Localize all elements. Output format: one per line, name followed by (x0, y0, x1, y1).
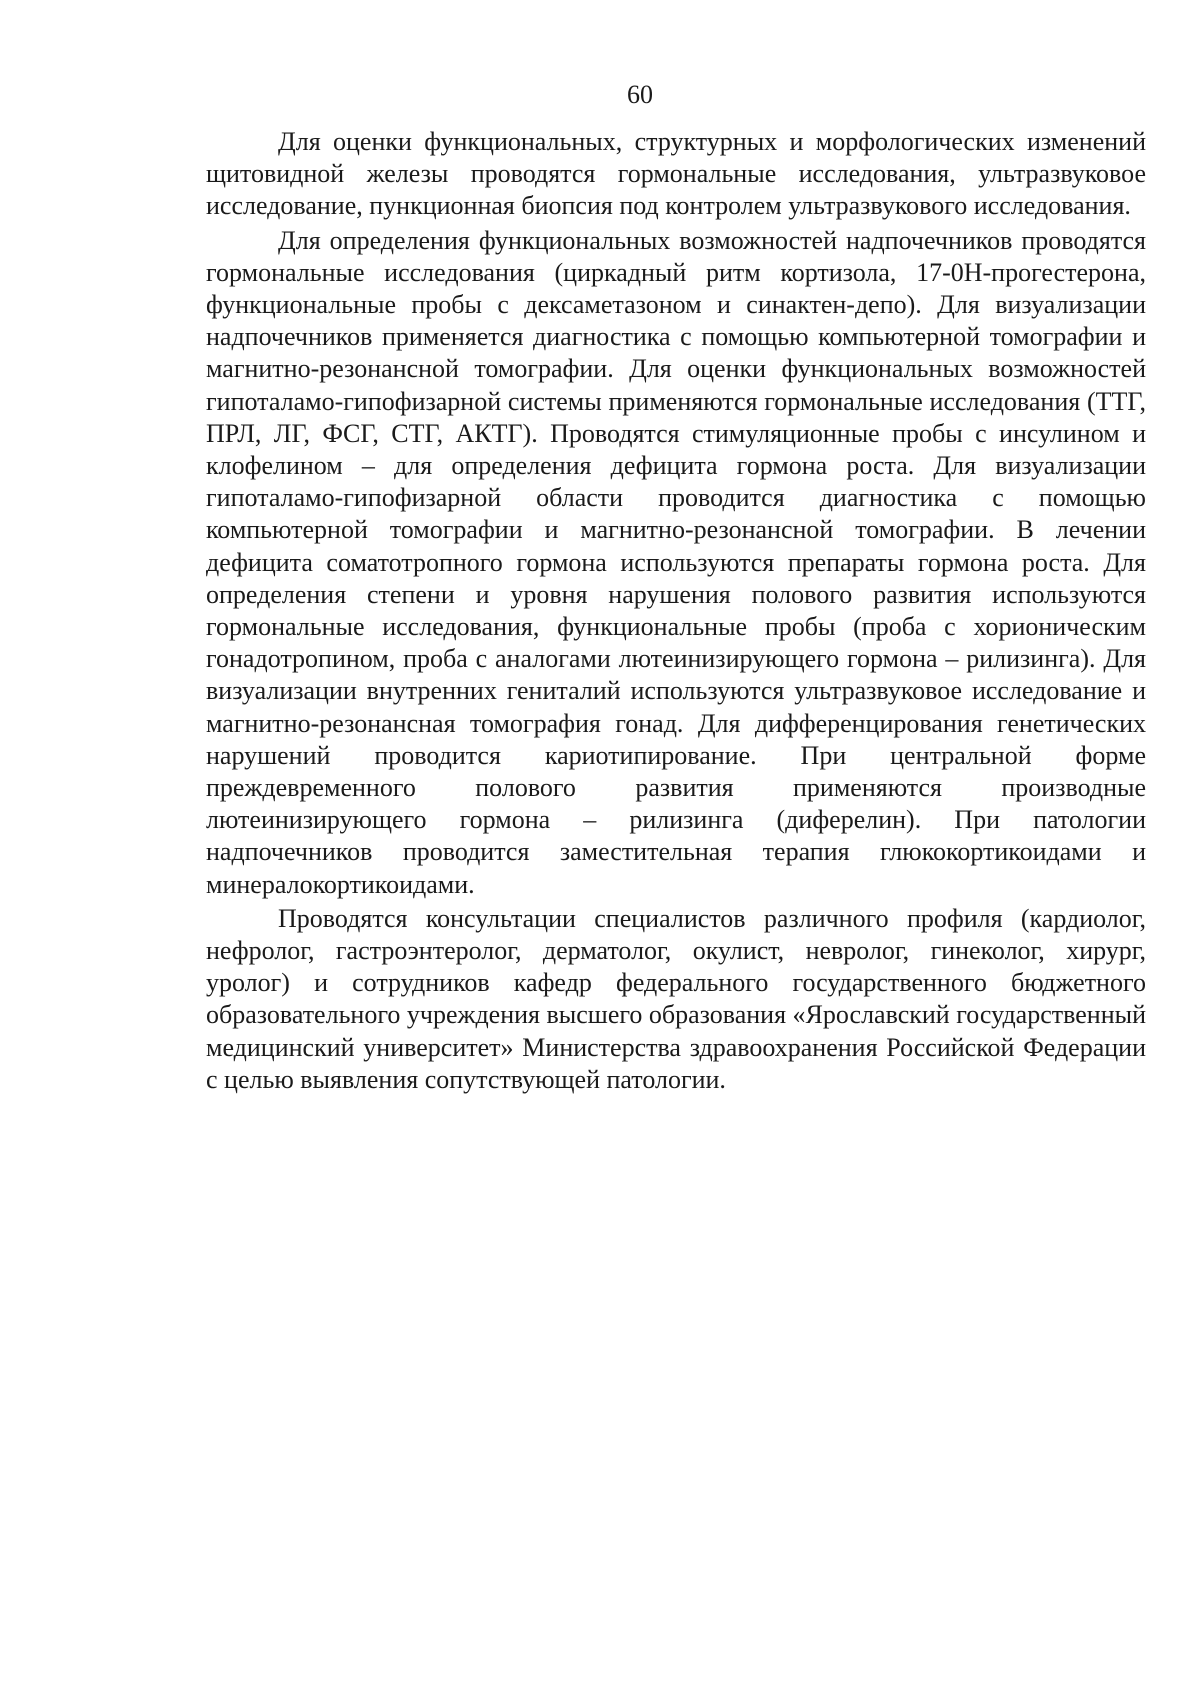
page-number: 60 (627, 80, 653, 109)
paragraph-specialist-consultations: Проводятся консультации специалистов различного профиля (кардиолог, нефролог, гастроэнтеролог, дерматолог, окулист, невролог, гинеколог, хирург, уролог) и сотрудников кафедр федерального государственного бюджетного образовательного учреждения высшего образования «Ярославский государственный медицинский университет» Министерства здравоохранения Российской Федерации с целью выявления сопутствующей патологии. (206, 903, 1146, 1094)
paragraph-thyroid-diagnostics: Для оценки функциональных, структурных и морфологических изменений щитовидной железы проводятся гормональные исследования, ультразвуковое исследование, пункционная биопсия под контролем ультразвукового исследования. (206, 127, 1146, 221)
paragraph-adrenal-and-pituitary-diagnostics: Для определения функциональных возможностей надпочечников проводятся гормональные исследования (циркадный ритм кортизола, 17-0Н-прогестерона, функциональные пробы с дексаметазоном и синактен-депо). Для визуализации надпочечников применяется диагностика с помощью компьютерной томографии и магнитно-резонансной томографии. Для оценки функциональных возможностей гипоталамо-гипофизарной системы применяются гормональные исследования (ТТГ, ПРЛ, ЛГ, ФСГ, СТГ, АКТГ). Проводятся стимуляционные пробы с инсулином и клофелином – для определения дефицита гормона роста. Для визуализации гипоталамо-гипофизарной области проводится диагностика с помощью компьютерной томографии и магнитно-резонансной томографии. В лечении дефицита соматотропного гормона используются препараты гормона роста. Для определения степени и уровня нарушения полового развития используются гормональные исследования, функциональные пробы (проба с хорионическим гонадотропином, проба с аналогами лютеинизирующего гормона – рилизинга). Для визуализации внутренних гениталий используются ультразвуковое исследование и магнитно-резонансная томография гонад. Для дифференцирования генетических нарушений проводится кариотипирование. При центральной форме преждевременного полового развития применяются производные лютеинизирующего гормона – рилизинга (диферелин). При патологии надпочечников проводится заместительная терапия глюкокортикоидами и минералокортикоидами. (206, 225, 1146, 899)
body-text (206, 126, 1146, 1098)
